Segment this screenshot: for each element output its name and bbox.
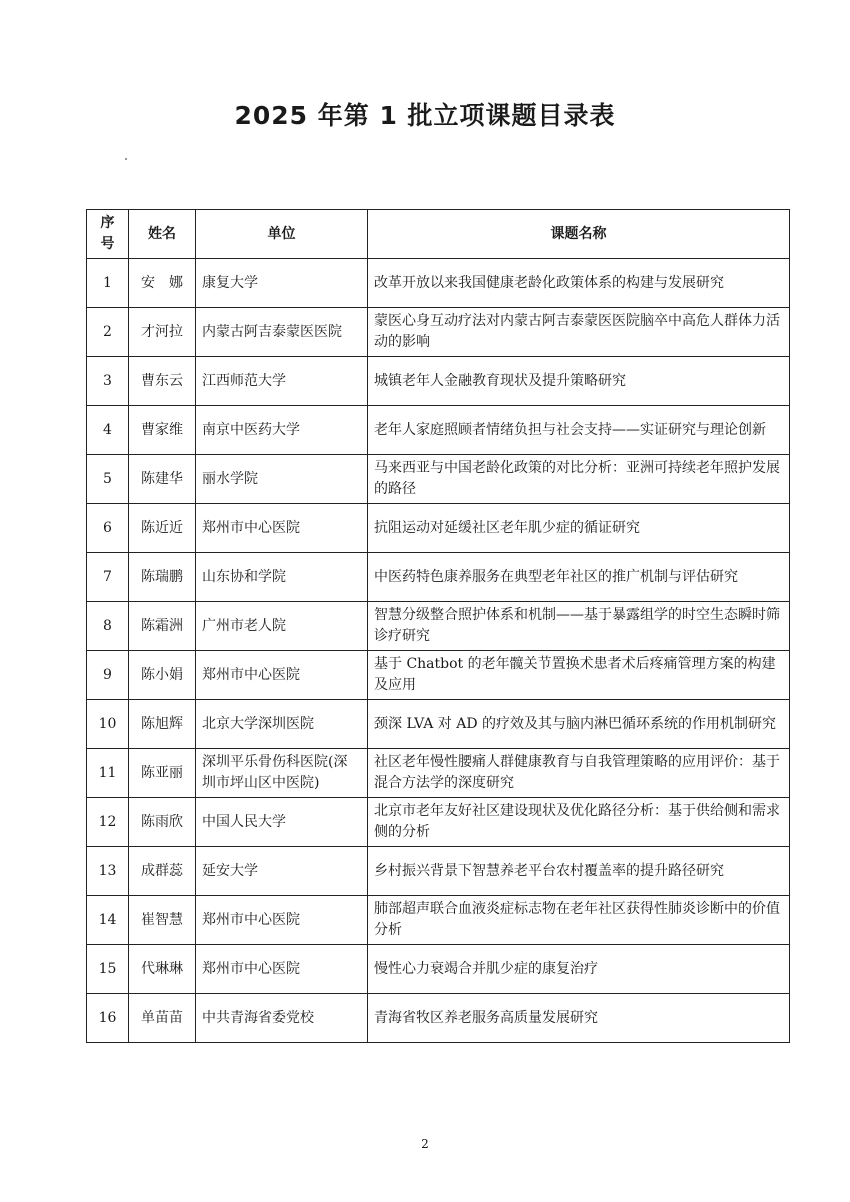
table-row [87, 357, 790, 406]
cell-name: 陈近近 [129, 504, 196, 553]
cell-unit: 延安大学 [196, 847, 368, 896]
cell-topic: 城镇老年人金融教育现状及提升策略研究 [368, 357, 790, 406]
cell-topic: 马来西亚与中国老龄化政策的对比分析：亚洲可持续老年照护发展的路径 [368, 455, 790, 504]
cell-topic: 基于 Chatbot 的老年髋关节置换术患者术后疼痛管理方案的构建及应用 [368, 651, 790, 700]
cell-topic: 蒙医心身互动疗法对内蒙古阿吉泰蒙医医院脑卒中高危人群体力活动的影响 [368, 308, 790, 357]
cell-serial-number: 7 [87, 553, 129, 602]
cell-unit: 山东协和学院 [196, 553, 368, 602]
cell-topic: 青海省牧区养老服务高质量发展研究 [368, 994, 790, 1043]
cell-unit: 南京中医药大学 [196, 406, 368, 455]
cell-serial-number: 12 [87, 798, 129, 847]
cell-topic: 北京市老年友好社区建设现状及优化路径分析：基于供给侧和需求侧的分析 [368, 798, 790, 847]
cell-name: 陈建华 [129, 455, 196, 504]
table-row [87, 749, 790, 798]
cell-serial-number: 11 [87, 749, 129, 798]
table-row [87, 308, 790, 357]
cell-unit: 丽水学院 [196, 455, 368, 504]
cell-name: 安 娜 [129, 259, 196, 308]
cell-name: 单苗苗 [129, 994, 196, 1043]
cell-name: 曹东云 [129, 357, 196, 406]
cell-serial-number: 10 [87, 700, 129, 749]
cell-serial-number: 13 [87, 847, 129, 896]
cell-unit: 北京大学深圳医院 [196, 700, 368, 749]
table-row [87, 651, 790, 700]
cell-name: 陈小娟 [129, 651, 196, 700]
cell-topic: 乡村振兴背景下智慧养老平台农村覆盖率的提升路径研究 [368, 847, 790, 896]
cell-name: 陈雨欣 [129, 798, 196, 847]
cell-name: 成群蕊 [129, 847, 196, 896]
cell-serial-number: 14 [87, 896, 129, 945]
cell-topic: 慢性心力衰竭合并肌少症的康复治疗 [368, 945, 790, 994]
cell-name: 陈旭辉 [129, 700, 196, 749]
cell-topic: 智慧分级整合照护体系和机制——基于暴露组学的时空生态瞬时筛诊疗研究 [368, 602, 790, 651]
cell-unit: 深圳平乐骨伤科医院(深圳市坪山区中医院) [196, 749, 368, 798]
cell-name: 陈亚丽 [129, 749, 196, 798]
header-unit: 单位 [196, 210, 368, 259]
table-row [87, 700, 790, 749]
cell-unit: 广州市老人院 [196, 602, 368, 651]
table-row [87, 259, 790, 308]
cell-topic: 中医药特色康养服务在典型老年社区的推广机制与评估研究 [368, 553, 790, 602]
table-row [87, 798, 790, 847]
table-row [87, 994, 790, 1043]
table-row [87, 553, 790, 602]
header-serial-number-label: 序号 [100, 215, 115, 252]
header-name: 姓名 [129, 210, 196, 259]
cell-unit: 郑州市中心医院 [196, 896, 368, 945]
cell-name: 陈瑞鹏 [129, 553, 196, 602]
cell-serial-number: 2 [87, 308, 129, 357]
header-topic: 课题名称 [368, 210, 790, 259]
cell-name: 才河拉 [129, 308, 196, 357]
table-row [87, 504, 790, 553]
cell-topic: 肺部超声联合血液炎症标志物在老年社区获得性肺炎诊断中的价值分析 [368, 896, 790, 945]
cell-topic: 抗阻运动对延缓社区老年肌少症的循证研究 [368, 504, 790, 553]
cell-name: 曹家维 [129, 406, 196, 455]
table-header-row [87, 210, 790, 259]
header-serial-number [87, 210, 129, 259]
cell-serial-number: 8 [87, 602, 129, 651]
table-row [87, 406, 790, 455]
cell-serial-number: 16 [87, 994, 129, 1043]
cell-unit: 郑州市中心医院 [196, 651, 368, 700]
cell-unit: 江西师范大学 [196, 357, 368, 406]
cell-unit: 内蒙古阿吉泰蒙医医院 [196, 308, 368, 357]
cell-name: 陈霜洲 [129, 602, 196, 651]
table-row [87, 945, 790, 994]
table-row [87, 455, 790, 504]
cell-topic: 老年人家庭照顾者情绪负担与社会支持——实证研究与理论创新 [368, 406, 790, 455]
cell-serial-number: 3 [87, 357, 129, 406]
page-title: 2025 年第 1 批立项课题目录表 [234, 101, 616, 130]
table-row [87, 847, 790, 896]
cell-serial-number: 5 [87, 455, 129, 504]
table-row [87, 896, 790, 945]
cell-unit: 中共青海省委党校 [196, 994, 368, 1043]
cell-serial-number: 4 [87, 406, 129, 455]
cell-serial-number: 15 [87, 945, 129, 994]
cell-unit: 郑州市中心医院 [196, 504, 368, 553]
cell-unit: 郑州市中心医院 [196, 945, 368, 994]
cell-serial-number: 1 [87, 259, 129, 308]
cell-topic: 改革开放以来我国健康老龄化政策体系的构建与发展研究 [368, 259, 790, 308]
cell-unit: 中国人民大学 [196, 798, 368, 847]
project-catalog-table [86, 209, 790, 1043]
cell-name: 代琳琳 [129, 945, 196, 994]
cell-unit: 康复大学 [196, 259, 368, 308]
scan-speck [125, 158, 127, 160]
table-row [87, 602, 790, 651]
cell-serial-number: 6 [87, 504, 129, 553]
cell-topic: 颈深 LVA 对 AD 的疗效及其与脑内淋巴循环系统的作用机制研究 [368, 700, 790, 749]
cell-name: 崔智慧 [129, 896, 196, 945]
cell-serial-number: 9 [87, 651, 129, 700]
cell-topic: 社区老年慢性腰痛人群健康教育与自我管理策略的应用评价：基于混合方法学的深度研究 [368, 749, 790, 798]
page-number: 2 [421, 1137, 429, 1151]
